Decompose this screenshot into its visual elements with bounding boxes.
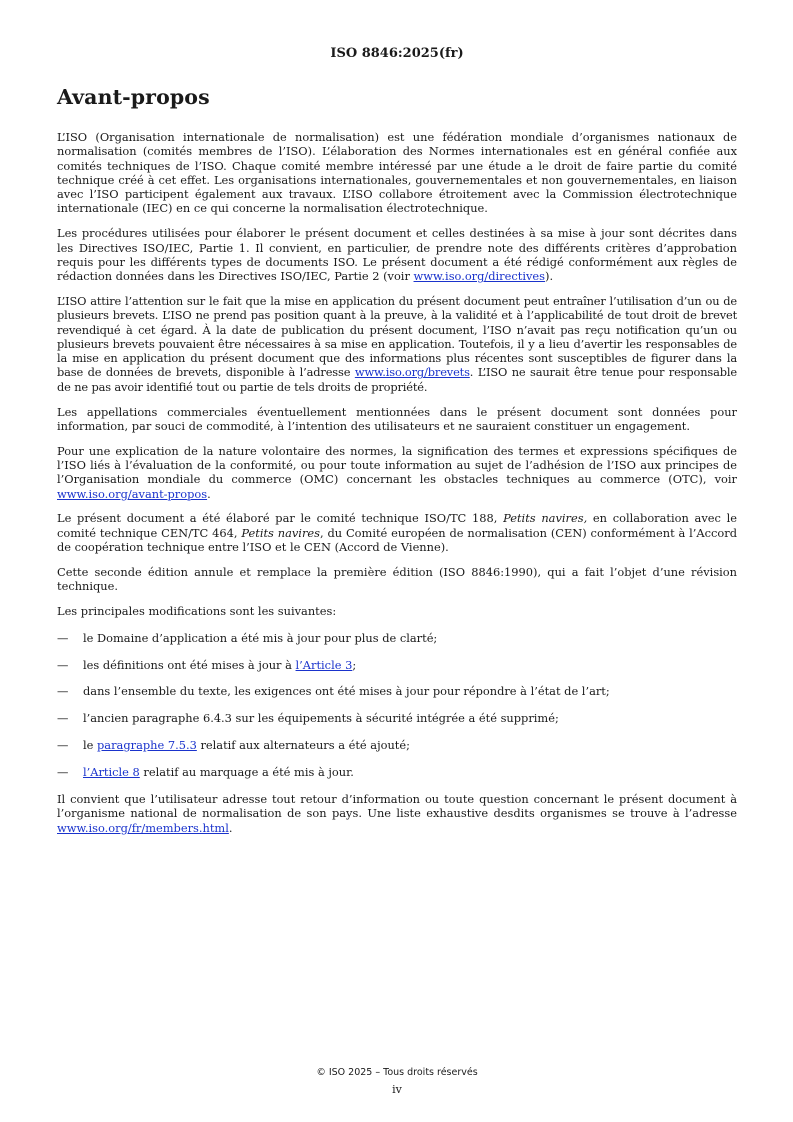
list-item: — l’ancien paragraphe 6.4.3 sur les équipements à sécurité intégrée a été supprimé; <box>57 711 559 726</box>
document-identifier: ISO 8846:2025(fr) <box>330 46 464 61</box>
paragraph-trade-names: Les appellations commerciales éventuellement mentionnées dans le présent document sont données pour information, par souci de commodité, à l’intention des utilisateurs et ne sauraient constituer un engagement. <box>57 404 737 433</box>
paragraph-iso-description: L’ISO (Organisation internationale de normalisation) est une fédération mondiale d’organismes nationaux de normalisation (comités membres de l’ISO). L’élaboration des Normes internationales est en général confiée aux comités techniques de l’ISO. Chaque comité membre intéressé par une étude a le droit de faire partie du comité technique créé à cet effet. Les organisations internationales, gouvernementales et non gouvernementales, en liaison avec l’ISO participent également aux travaux. L’ISO collabore étroitement avec la Commission électrotechnique internationale (IEC) en ce qui concerne la normalisation électrotechnique. <box>57 130 737 216</box>
members-link[interactable]: www.iso.org/fr/members.html <box>57 820 229 835</box>
list-item: — le paragraphe 7.5.3 relatif aux alternateurs a été ajouté; <box>57 738 410 753</box>
paragraph-feedback: Il convient que l’utilisateur adresse tout retour d’information ou toute question concernant le présent document à l’organisme national de normalisation de son pays. Une liste exhaustive desdits organismes se trouve à l’adresse www.iso.org/fr/members.html. <box>57 792 737 835</box>
directives-link[interactable]: www.iso.org/directives <box>413 269 545 284</box>
paragraph-voluntary-nature: Pour une explication de la nature volontaire des normes, la signification des termes et expressions spécifiques de l’ISO liés à l’évaluation de la conformité, ou pour toute information au sujet de l’adhésion de l’ISO aux principes de l’Organisation mondiale du commerce (OMC) concernant les obstacles techniques au commerce (OTC), voir www.iso.org/avant-propos. <box>57 443 737 501</box>
section-title: Avant-propos <box>57 85 210 109</box>
foreword-body <box>57 130 737 845</box>
paragraph-7-5-3-link[interactable]: paragraphe 7.5.3 <box>97 738 197 753</box>
paragraph-changes-intro: Les principales modifications sont les suivantes: <box>57 603 337 618</box>
list-item: — le Domaine d’application a été mis à jour pour plus de clarté; <box>57 630 438 645</box>
page-footer <box>57 1067 737 1096</box>
page-number: iv <box>392 1083 402 1096</box>
paragraph-procedures: Les procédures utilisées pour élaborer le présent document et celles destinées à sa mise à jour sont décrites dans les Directives ISO/IEC, Partie 1. Il convient, en particulier, de prendre note des différents critères d’approbation requis pour les différents types de documents ISO. Le présent document a été rédigé conformément aux règles de rédaction données dans les Directives ISO/IEC, Partie 2 (voir www.iso.org/directives). <box>57 226 737 284</box>
article-8-link[interactable]: l’Article 8 <box>83 765 140 780</box>
paragraph-patents: L’ISO attire l’attention sur le fait que la mise en application du présent document peut entraîner l’utilisation d’un ou de plusieurs brevets. L’ISO ne prend pas position quant à la preuve, à la validité et à l’applicabilité de tout droit de brevet revendiqué à cet égard. À la date de publication du présent document, l’ISO n’avait pas reçu notification qu’un ou plusieurs brevets pouvaient être nécessaires à sa mise en application. Toutefois, il y a lieu d’avertir les responsables de la mise en application du présent document que des informations plus récentes sont susceptibles de figurer dans la base de données de brevets, disponible à l’adresse www.iso.org/brevets. L’ISO ne saurait être tenue pour responsable de ne pas avoir identifié tout ou partie de tels droits de propriété. <box>57 293 737 394</box>
article-3-link[interactable]: l’Article 3 <box>295 657 353 672</box>
paragraph-committee: Le présent document a été élaboré par le comité technique ISO/TC 188, Petits navires, en collaboration avec le comité technique CEN/TC 464, Petits navires, du Comité européen de normalisation (CEN) conformément à l’Accord de coopération technique entre l’ISO et le CEN (Accord de Vienne). <box>57 511 738 554</box>
list-item: — les définitions ont été mises à jour à l’Article 3; <box>57 657 357 672</box>
patents-link[interactable]: www.iso.org/brevets <box>354 365 470 380</box>
copyright-notice: © ISO 2025 – Tous droits réservés <box>316 1067 478 1078</box>
list-item: — l’Article 8 relatif au marquage a été mis à jour. <box>57 765 354 780</box>
paragraph-edition: Cette seconde édition annule et remplace la première édition (ISO 8846:1990), qui a fait l’objet d’une révision technique. <box>57 564 737 594</box>
foreword-link[interactable]: www.iso.org/avant-propos <box>57 486 208 501</box>
list-item: — dans l’ensemble du texte, les exigences ont été mises à jour pour répondre à l’état de l’art; <box>57 684 610 699</box>
changes-list <box>57 631 737 780</box>
